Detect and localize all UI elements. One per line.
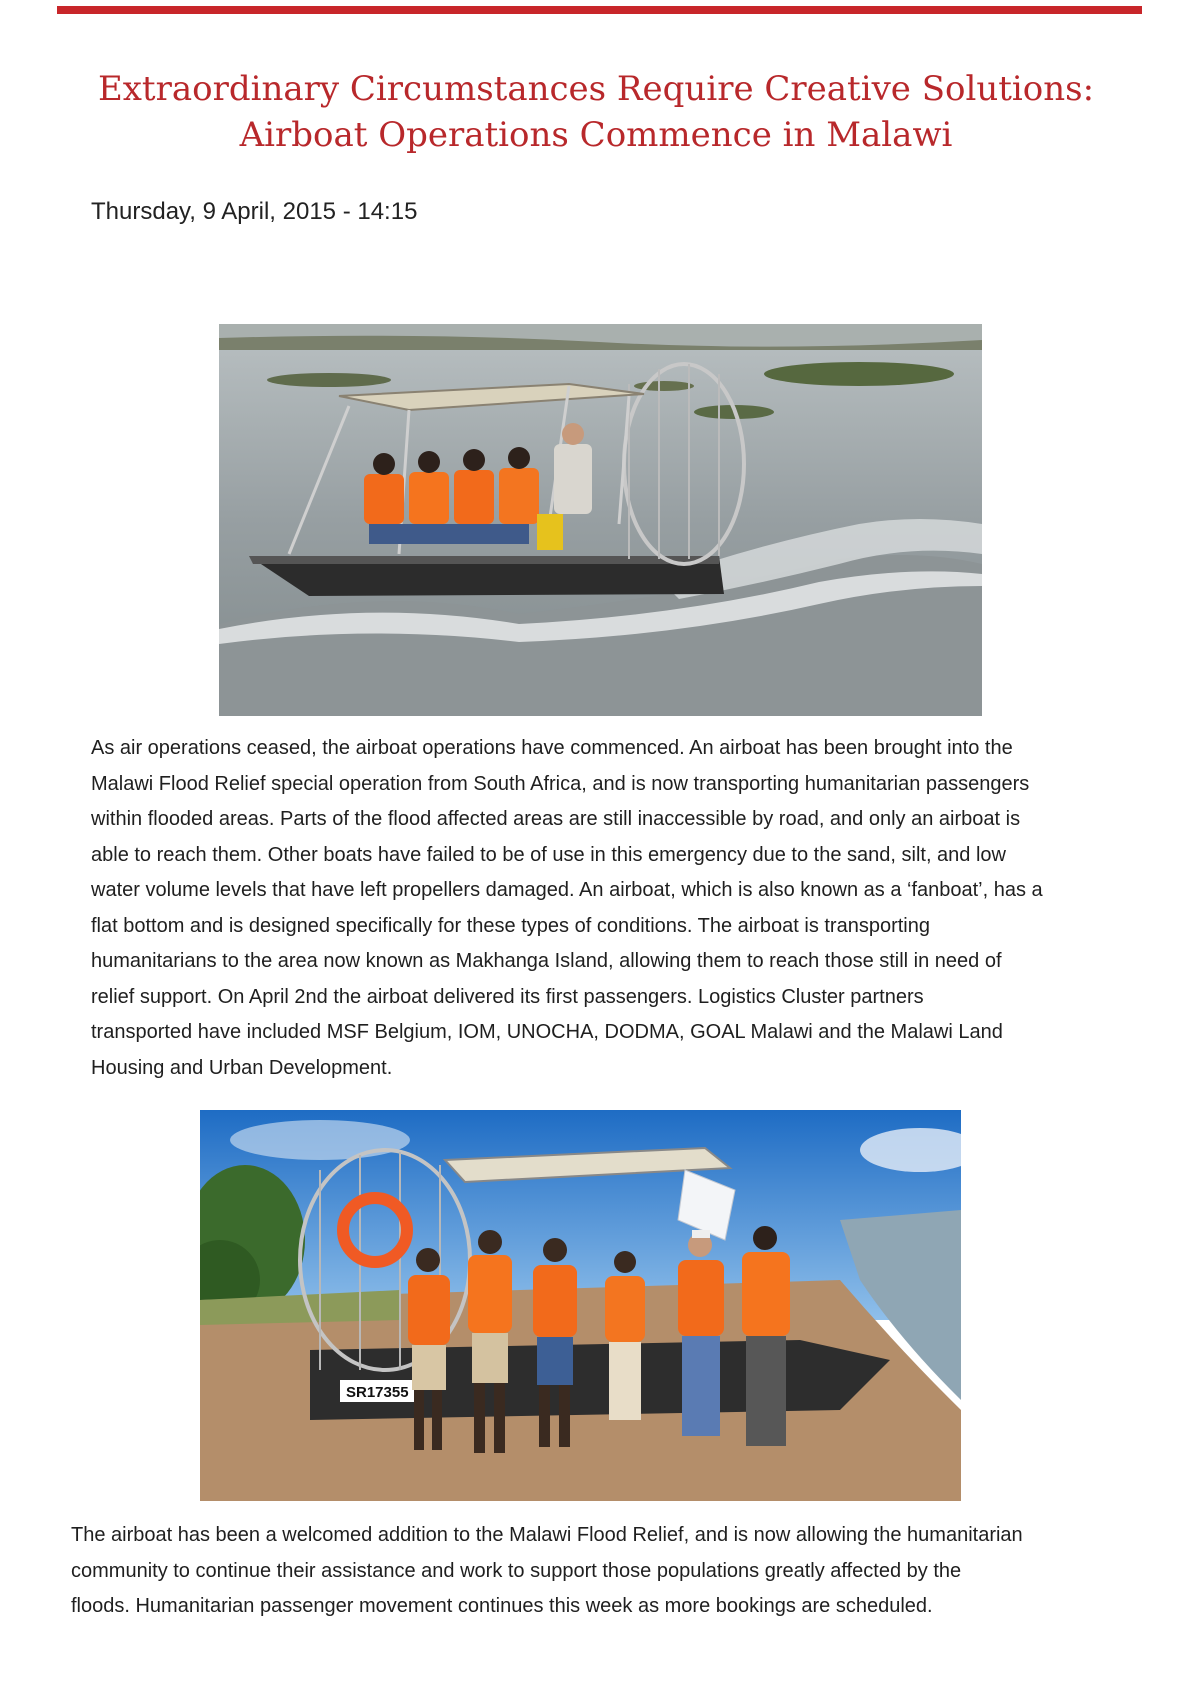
post-date: Thursday, 9 April, 2015 - 14:15 bbox=[91, 198, 418, 225]
paragraph-line: The airboat has been a welcomed addition to the Malawi Flood Relief, and is now allowing the humanitarian bbox=[71, 1524, 1023, 1546]
body-paragraph-2 bbox=[71, 1518, 1023, 1625]
hull-marking-text: SR17355 bbox=[346, 1384, 409, 1401]
paragraph-line: Housing and Urban Development. bbox=[91, 1056, 393, 1079]
body-paragraph-1 bbox=[91, 731, 1043, 1086]
paragraph-line: within flooded areas. Parts of the flood affected areas are still inaccessible by road, and only an airboat is bbox=[91, 808, 1021, 830]
paragraph-line: floods. Humanitarian passenger movement continues this week as more bookings are scheduled. bbox=[71, 1595, 933, 1617]
page-title bbox=[0, 66, 1192, 158]
paragraph-line: flat bottom and is designed specifically for these types of conditions. The airboat is transporting bbox=[91, 914, 930, 937]
title-line-2: Airboat Operations Commence in Malawi bbox=[239, 115, 953, 155]
top-rule bbox=[57, 6, 1142, 14]
airboat-group-photo bbox=[200, 1110, 961, 1501]
paragraph-line: humanitarians to the area now known as Makhanga Island, allowing them to reach those still in need of bbox=[91, 950, 1002, 972]
paragraph-line: water volume levels that have left propellers damaged. An airboat, which is also known as a ‘fanboat’, has a bbox=[91, 879, 1043, 901]
paragraph-line: Malawi Flood Relief special operation from South Africa, and is now transporting humanitarian passengers bbox=[91, 772, 1030, 795]
paragraph-line: transported have included MSF Belgium, IOM, UNOCHA, DODMA, GOAL Malawi and the Malawi Land bbox=[91, 1021, 1003, 1043]
paragraph-line: relief support. On April 2nd the airboat delivered its first passengers. Logistics Cluster partners bbox=[91, 985, 924, 1008]
paragraph-line: As air operations ceased, the airboat operations have commenced. An airboat has been brought into the bbox=[91, 737, 1013, 759]
paragraph-line: community to continue their assistance and work to support those populations greatly affected by the bbox=[71, 1559, 962, 1582]
airboat-on-water-photo bbox=[219, 324, 982, 716]
title-line-1: Extraordinary Circumstances Require Creative Solutions: bbox=[97, 69, 1095, 109]
paragraph-line: able to reach them. Other boats have failed to be of use in this emergency due to the sand, silt, and low bbox=[91, 843, 1006, 866]
